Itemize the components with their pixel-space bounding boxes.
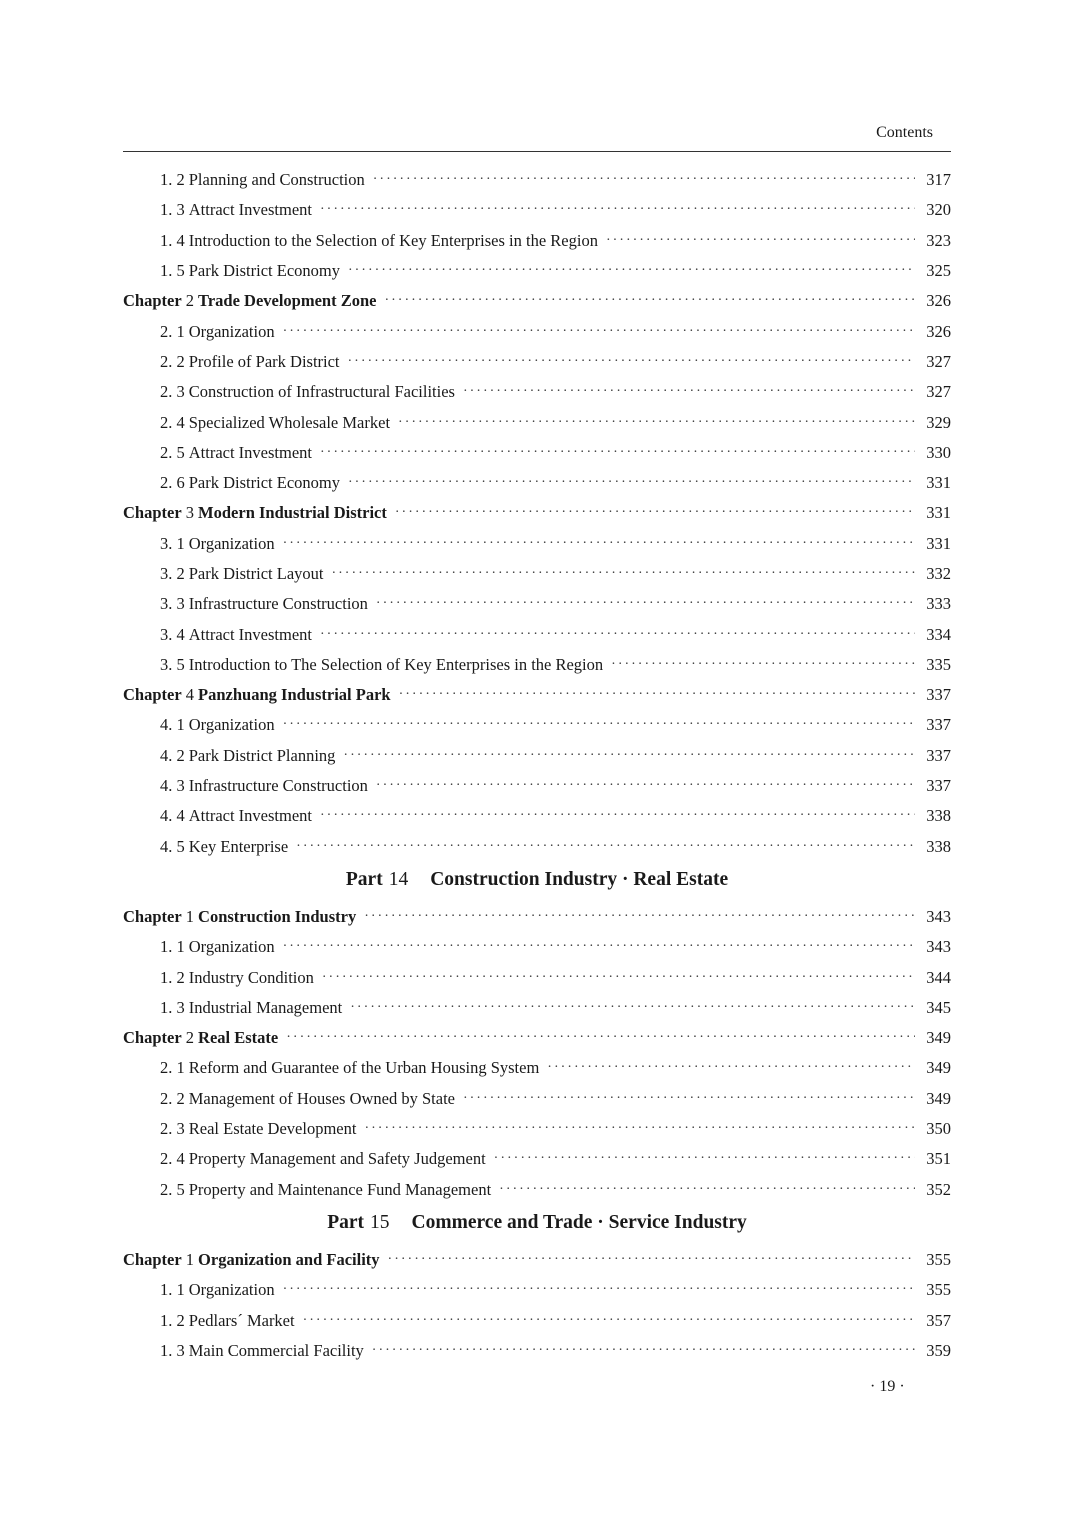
running-header — [123, 120, 951, 152]
chapter-keyword: Chapter — [123, 503, 182, 523]
entry-page-number: 317 — [926, 170, 951, 190]
entry-number: 2. 3 — [160, 382, 185, 402]
toc-chapter-row — [123, 498, 951, 528]
chapter-keyword: Chapter — [123, 685, 182, 705]
entry-number: 1. 4 — [160, 230, 185, 250]
entry-page-number: 331 — [926, 503, 951, 523]
entry-number: 3. 2 — [160, 564, 185, 583]
entry-title: Real Estate — [198, 1028, 279, 1048]
leader-dots — [350, 1000, 915, 1016]
part-heading — [123, 862, 951, 902]
entry-number: 2. 5 — [160, 1179, 185, 1199]
toc-section-row — [123, 741, 951, 771]
entry-number: 2. 2 — [160, 351, 185, 371]
entry-title: Pedlars´ Market — [188, 1310, 295, 1330]
entry-title: Specialized Wholesale Market — [188, 412, 391, 432]
entry-title: Planning and Construction — [188, 170, 365, 190]
entry-page-number: 355 — [926, 1249, 951, 1269]
entry-page-number: 337 — [926, 776, 951, 796]
entry-title: Trade Development Zone — [198, 291, 377, 311]
entry-page-number: 334 — [926, 624, 951, 644]
entry-number: 4. 4 — [160, 806, 185, 826]
entry-number: 2 — [185, 291, 195, 311]
entry-page-number: 331 — [926, 533, 951, 553]
toc-section-row — [123, 256, 951, 286]
entry-title: Introduction to the Selection of Key Enterprises in the Region — [188, 230, 598, 250]
entry-number: 1. 1 — [160, 1280, 185, 1300]
toc-section-row — [123, 619, 951, 649]
entry-number: 4. 5 — [160, 836, 185, 856]
leader-dots — [388, 1252, 915, 1268]
toc-section-row — [123, 710, 951, 740]
entry-number: 1. 1 — [160, 937, 185, 957]
entry-title: Reform and Guarantee of the Urban Housing System — [188, 1058, 540, 1078]
page-number: · 19 · — [870, 1378, 905, 1395]
entry-title: Real Estate Development — [188, 1119, 357, 1139]
entry-page-number: 344 — [926, 967, 951, 987]
entry-number: 1. 2 — [160, 1310, 185, 1330]
entry-number: 1. 5 — [160, 261, 185, 281]
entry-title: Park District Economy — [188, 261, 340, 281]
leader-dots — [547, 1060, 915, 1076]
entry-page-number: 349 — [926, 1028, 951, 1048]
entry-number: 2 — [185, 1028, 195, 1048]
entry-title: Construction of Infrastructural Facilities — [188, 382, 455, 402]
toc-section-row — [123, 407, 951, 437]
entry-number: 1 — [185, 1249, 195, 1269]
entry-title: Panzhuang Industrial Park — [198, 685, 391, 705]
entry-page-number: 333 — [926, 594, 951, 614]
entry-title: Main Commercial Facility — [188, 1340, 364, 1360]
leader-dots — [283, 717, 915, 733]
entry-title: Infrastructure Construction — [188, 594, 368, 614]
entry-page-number: 337 — [926, 745, 951, 765]
toc-chapter-row — [123, 1023, 951, 1053]
entry-number: 2. 2 — [160, 1088, 185, 1108]
chapter-keyword: Chapter — [123, 291, 182, 311]
leader-dots — [463, 384, 915, 400]
entry-number: 3. 3 — [160, 594, 185, 614]
entry-title: Organization — [188, 1280, 275, 1300]
table-of-contents — [123, 165, 951, 1366]
entry-title: Construction Industry — [198, 906, 357, 926]
leader-dots — [611, 657, 915, 673]
toc-chapter-row — [123, 902, 951, 932]
entry-number: 1. 3 — [160, 200, 185, 220]
leader-dots — [384, 293, 915, 309]
entry-title: Park District Economy — [188, 473, 340, 493]
entry-title: Profile of Park District — [188, 351, 340, 371]
entry-title: Infrastructure Construction — [188, 776, 368, 796]
toc-section-row — [123, 993, 951, 1023]
entry-page-number: 327 — [926, 382, 951, 402]
entry-number: 3 — [185, 503, 195, 523]
part-keyword: Part — [345, 869, 383, 891]
leader-dots — [331, 566, 915, 582]
toc-section-row — [123, 801, 951, 831]
leader-dots — [364, 1121, 915, 1137]
toc-section-row — [123, 226, 951, 256]
part-number: 14 — [388, 869, 409, 891]
toc-section-row — [123, 1084, 951, 1114]
entry-title: Key Enterprise — [188, 836, 289, 856]
leader-dots — [343, 748, 915, 764]
leader-dots — [376, 596, 915, 612]
entry-number: 2. 4 — [160, 1149, 185, 1169]
entry-page-number: 349 — [926, 1088, 951, 1108]
entry-title: Property and Maintenance Fund Management — [188, 1179, 492, 1199]
toc-section-row — [123, 316, 951, 346]
entry-page-number: 343 — [926, 937, 951, 957]
leader-dots — [376, 778, 915, 794]
toc-section-row — [123, 1275, 951, 1305]
entry-title: Attract Investment — [188, 806, 313, 826]
part-title: Commerce and Trade · Service Industry — [411, 1212, 747, 1234]
leader-dots — [364, 909, 915, 925]
entry-page-number: 359 — [926, 1340, 951, 1360]
leader-dots — [372, 1343, 915, 1359]
toc-section-row — [123, 347, 951, 377]
leader-dots — [283, 324, 915, 340]
entry-title: Park District Planning — [188, 745, 336, 765]
toc-section-row — [123, 468, 951, 498]
entry-page-number: 323 — [926, 230, 951, 250]
leader-dots — [320, 808, 915, 824]
entry-page-number: 338 — [926, 806, 951, 826]
entry-page-number: 337 — [926, 685, 951, 705]
part-number: 15 — [370, 1212, 390, 1234]
leader-dots — [399, 687, 915, 703]
entry-page-number: 355 — [926, 1280, 951, 1300]
entry-number: 1. 3 — [160, 997, 185, 1017]
toc-section-row — [123, 1053, 951, 1083]
leader-dots — [283, 939, 915, 955]
entry-page-number: 326 — [926, 291, 951, 311]
entry-title: Industry Condition — [188, 967, 314, 987]
entry-title: Organization — [188, 533, 275, 553]
part-heading — [123, 1205, 951, 1245]
leader-dots — [606, 233, 915, 249]
leader-dots — [398, 415, 915, 431]
leader-dots — [348, 475, 915, 491]
toc-section-row — [123, 932, 951, 962]
entry-page-number: 350 — [926, 1119, 951, 1139]
leader-dots — [283, 1282, 915, 1298]
toc-section-row — [123, 529, 951, 559]
toc-chapter-row — [123, 1245, 951, 1275]
part-keyword: Part — [327, 1212, 365, 1234]
entry-title: Organization and Facility — [198, 1249, 380, 1269]
toc-section-row — [123, 1336, 951, 1366]
entry-page-number: 326 — [926, 321, 951, 341]
entry-title: Organization — [188, 937, 275, 957]
entry-page-number: 351 — [926, 1149, 951, 1169]
toc-section-row — [123, 962, 951, 992]
entry-page-number: 337 — [926, 715, 951, 735]
leader-dots — [463, 1091, 915, 1107]
entry-title: Introduction to The Selection of Key Enterprises in the Region — [188, 654, 604, 674]
entry-title: Attract Investment — [188, 624, 313, 644]
toc-section-row — [123, 650, 951, 680]
entry-number: 2. 4 — [160, 412, 185, 432]
entry-title: Attract Investment — [188, 442, 313, 462]
entry-page-number: 338 — [926, 836, 951, 856]
toc-section-row — [123, 771, 951, 801]
entry-number: 1. 2 — [160, 967, 185, 987]
entry-page-number: 335 — [926, 654, 951, 674]
toc-section-row — [123, 165, 951, 195]
entry-title: Attract Investment — [188, 200, 313, 220]
chapter-keyword: Chapter — [123, 906, 182, 926]
entry-page-number: 345 — [926, 997, 951, 1017]
toc-section-row — [123, 1175, 951, 1205]
running-header-title: Contents — [876, 124, 933, 141]
entry-number: 4. 1 — [160, 715, 185, 735]
leader-dots — [348, 354, 915, 370]
entry-number: 3. 1 — [160, 533, 185, 553]
entry-title: Industrial Management — [188, 997, 343, 1017]
leader-dots — [283, 536, 915, 552]
entry-page-number: 325 — [926, 261, 951, 281]
entry-number: 3. 5 — [160, 654, 185, 674]
leader-dots — [322, 970, 915, 986]
leader-dots — [303, 1313, 915, 1329]
entry-page-number: 349 — [926, 1058, 951, 1078]
toc-section-row — [123, 1305, 951, 1335]
entry-title: Organization — [188, 715, 275, 735]
entry-title: Property Management and Safety Judgement — [188, 1149, 486, 1169]
entry-title: Management of Houses Owned by State — [188, 1088, 455, 1108]
entry-page-number: 332 — [926, 564, 951, 583]
entry-number: 2. 1 — [160, 1058, 185, 1078]
toc-section-row — [123, 1114, 951, 1144]
leader-dots — [348, 263, 915, 279]
entry-number: 1 — [185, 906, 195, 926]
entry-title: Park District Layout — [188, 564, 324, 583]
leader-dots — [494, 1151, 915, 1167]
leader-dots — [373, 172, 915, 188]
entry-page-number: 357 — [926, 1310, 951, 1330]
toc-section-row — [123, 1144, 951, 1174]
toc-chapter-row — [123, 286, 951, 316]
entry-number: 4 — [185, 685, 195, 705]
entry-number: 2. 1 — [160, 321, 185, 341]
leader-dots — [320, 445, 915, 461]
entry-title: Modern Industrial District — [198, 503, 387, 523]
entry-number: 3. 4 — [160, 624, 185, 644]
toc-chapter-row — [123, 680, 951, 710]
toc-section-row — [123, 438, 951, 468]
leader-dots — [320, 627, 915, 643]
leader-dots — [286, 1030, 915, 1046]
chapter-keyword: Chapter — [123, 1249, 182, 1269]
leader-dots — [499, 1182, 915, 1198]
leader-dots — [395, 505, 915, 521]
entry-page-number: 327 — [926, 351, 951, 371]
entry-page-number: 320 — [926, 200, 951, 220]
toc-section-row — [123, 559, 951, 589]
entry-number: 4. 2 — [160, 745, 185, 765]
entry-number: 1. 2 — [160, 170, 185, 190]
entry-number: 2. 5 — [160, 442, 185, 462]
entry-number: 2. 3 — [160, 1119, 185, 1139]
entry-number: 1. 3 — [160, 1340, 185, 1360]
entry-page-number: 329 — [926, 412, 951, 432]
leader-dots — [296, 839, 915, 855]
entry-page-number: 352 — [926, 1179, 951, 1199]
entry-page-number: 343 — [926, 906, 951, 926]
toc-section-row — [123, 377, 951, 407]
part-title: Construction Industry · Real Estate — [430, 869, 729, 891]
toc-section-row — [123, 195, 951, 225]
toc-section-row — [123, 832, 951, 862]
entry-title: Organization — [188, 321, 275, 341]
entry-page-number: 330 — [926, 442, 951, 462]
leader-dots — [320, 202, 915, 218]
entry-page-number: 331 — [926, 473, 951, 493]
entry-number: 4. 3 — [160, 776, 185, 796]
chapter-keyword: Chapter — [123, 1028, 182, 1048]
entry-number: 2. 6 — [160, 473, 185, 493]
toc-section-row — [123, 589, 951, 619]
